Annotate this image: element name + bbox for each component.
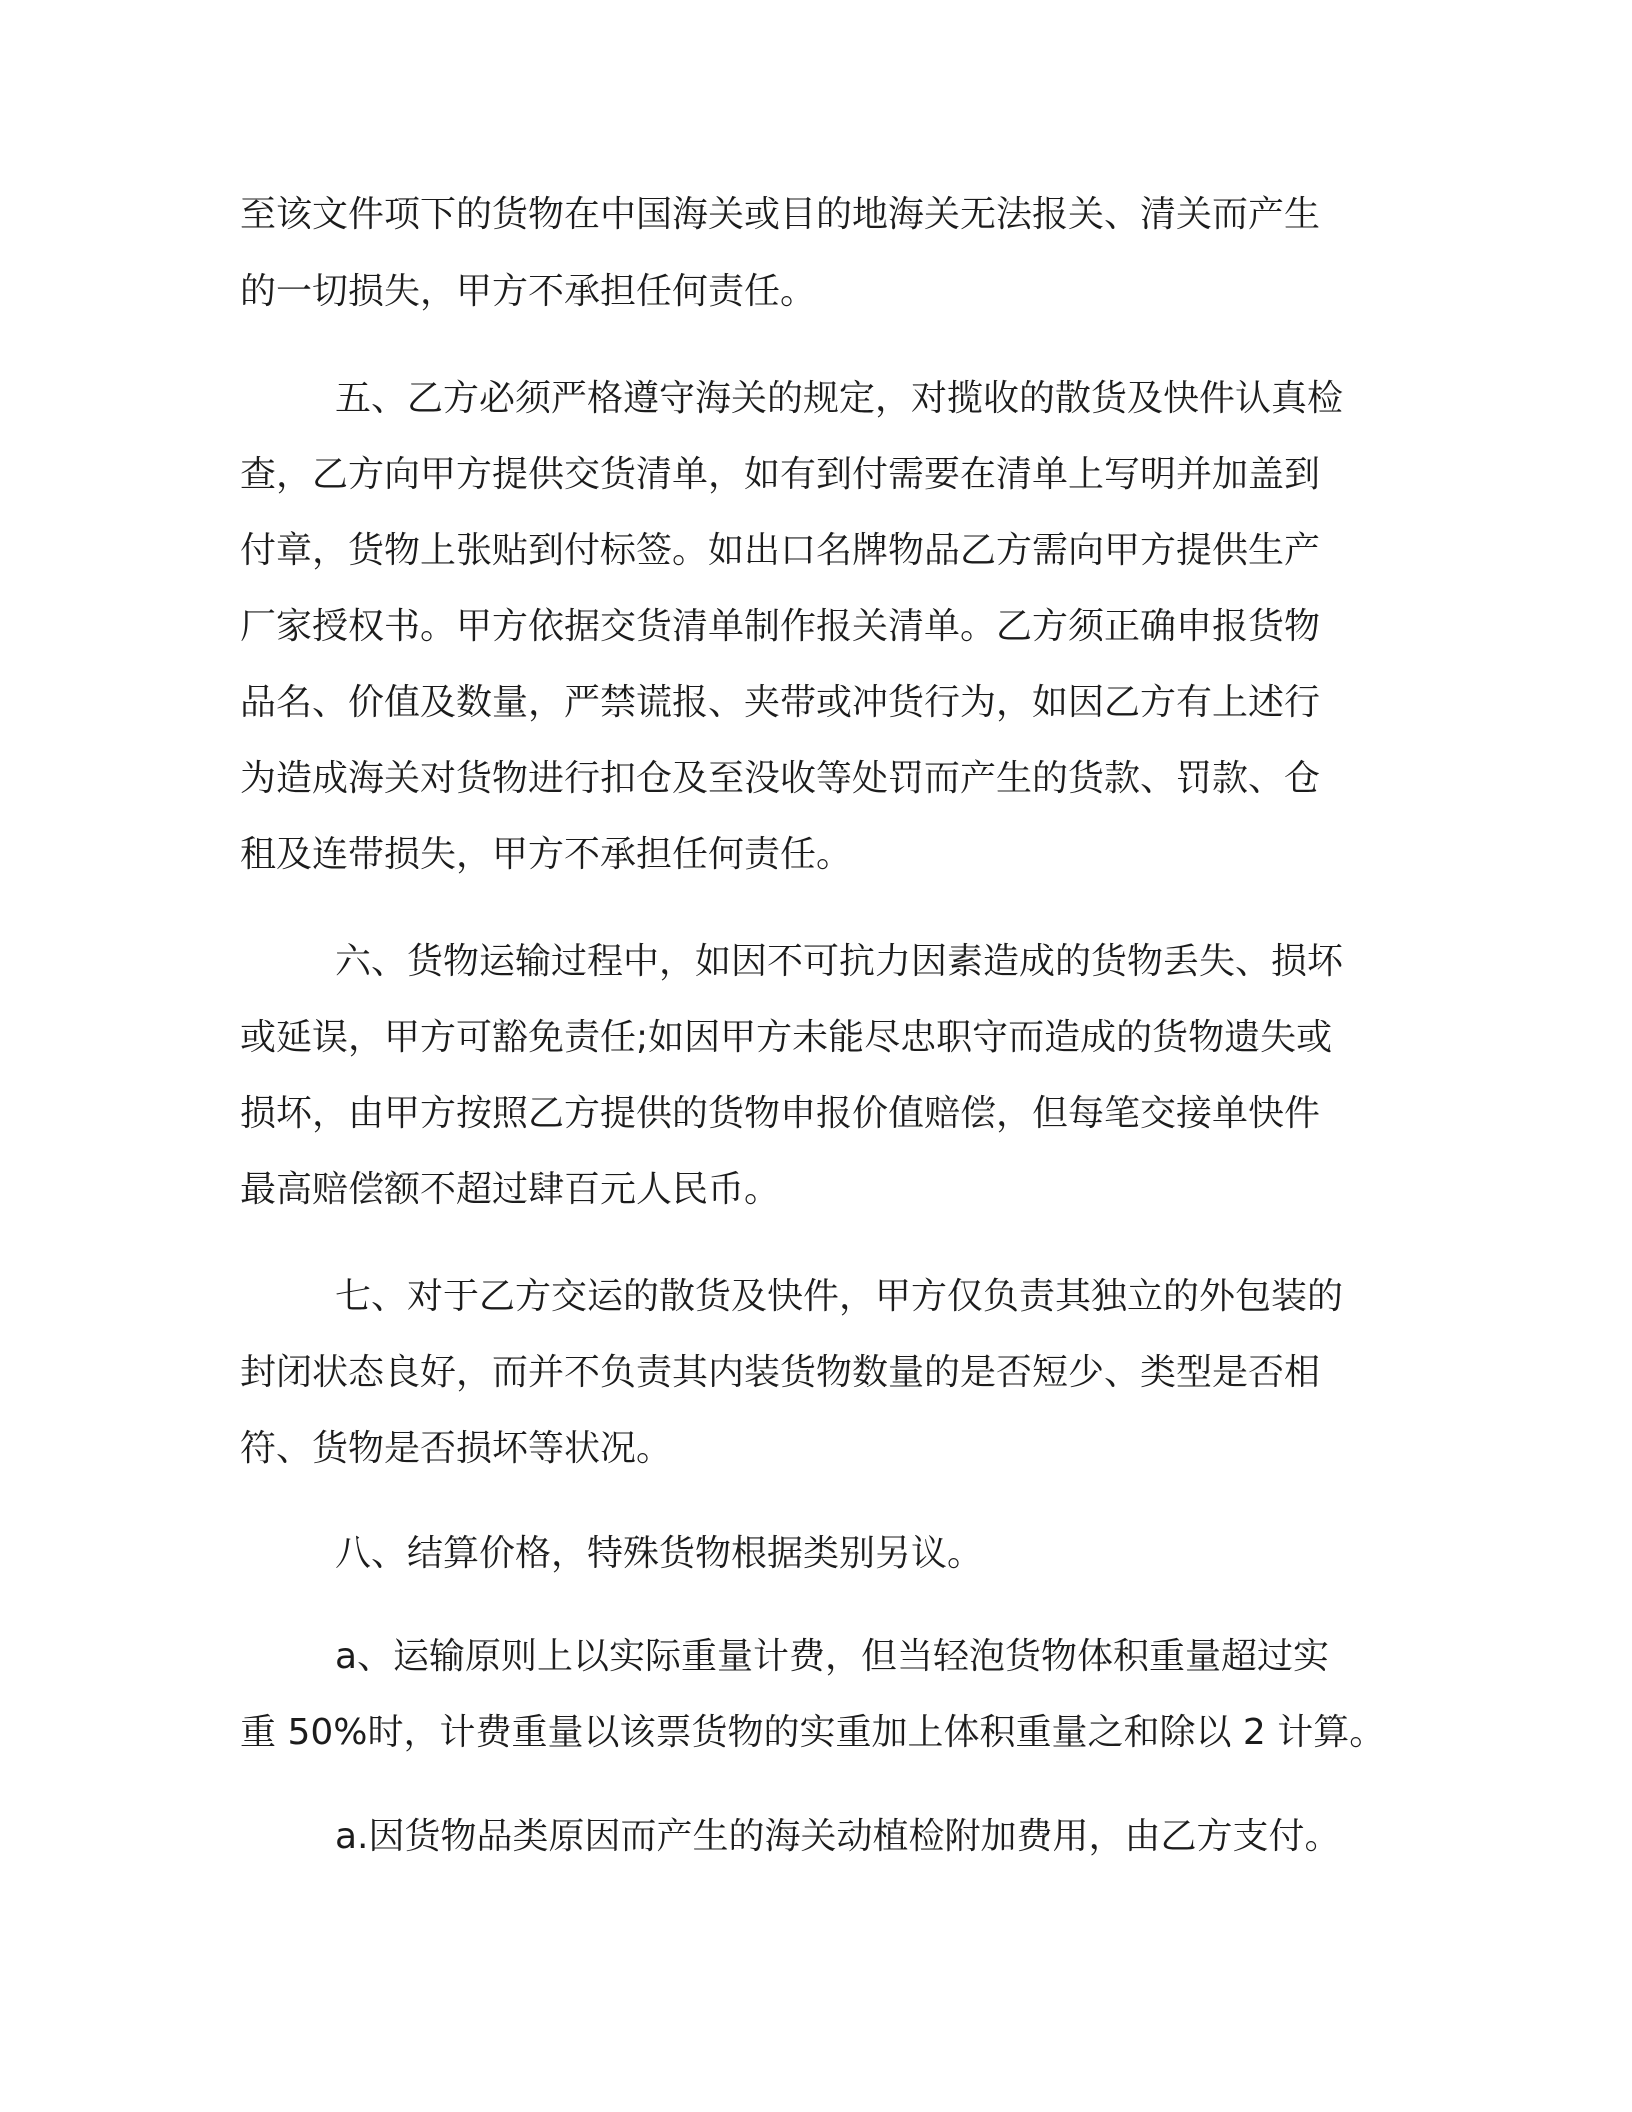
paragraph-line: 七、对于乙方交运的散货及快件，甲方仅负责其独立的外包装的	[335, 1276, 1344, 1317]
paragraph-line: 八、结算价格，特殊货物根据类别另议。	[335, 1533, 984, 1574]
paragraph-line: 封闭状态良好，而并不负责其内装货物数量的是否短少、类型是否相	[240, 1352, 1321, 1393]
paragraph-line: 或延误，甲方可豁免责任;如因甲方未能尽忠职守而造成的货物遗失或	[240, 1017, 1333, 1058]
paragraph-line: 至该文件项下的货物在中国海关或目的地海关无法报关、清关而产生	[240, 194, 1321, 235]
paragraph-line: 最高赔偿额不超过肆百元人民币。	[240, 1169, 781, 1210]
paragraph-line: 重 50%时，计费重量以该票货物的实重加上体积重量之和除以 2 计算。	[240, 1712, 1386, 1753]
paragraph-line: 五、乙方必须严格遵守海关的规定，对揽收的散货及快件认真检	[335, 378, 1344, 419]
paragraph-line: 租及连带损失，甲方不承担任何责任。	[240, 834, 853, 875]
paragraph-line: 查，乙方向甲方提供交货清单，如有到付需要在清单上写明并加盖到	[240, 454, 1321, 495]
paragraph-line: 六、货物运输过程中，如因不可抗力因素造成的货物丢失、损坏	[335, 941, 1344, 982]
paragraph-line: 符、货物是否损坏等状况。	[240, 1428, 673, 1469]
paragraph-line: 的一切损失，甲方不承担任何责任。	[240, 271, 817, 312]
paragraph-line: 付章，货物上张贴到付标签。如出口名牌物品乙方需向甲方提供生产	[240, 530, 1321, 571]
paragraph-line: a、运输原则上以实际重量计费，但当轻泡货物体积重量超过实	[335, 1636, 1330, 1677]
paragraph-line: a.因货物品类原因而产生的海关动植检附加费用，由乙方支付。	[335, 1816, 1341, 1857]
paragraph-line: 为造成海关对货物进行扣仓及至没收等处罚而产生的货款、罚款、仓	[240, 758, 1321, 799]
paragraph-line: 品名、价值及数量，严禁谎报、夹带或冲货行为，如因乙方有上述行	[240, 682, 1321, 723]
paragraph-line: 损坏，由甲方按照乙方提供的货物申报价值赔偿，但每笔交接单快件	[240, 1093, 1321, 1134]
paragraph-line: 厂家授权书。甲方依据交货清单制作报关清单。乙方须正确申报货物	[240, 606, 1321, 647]
